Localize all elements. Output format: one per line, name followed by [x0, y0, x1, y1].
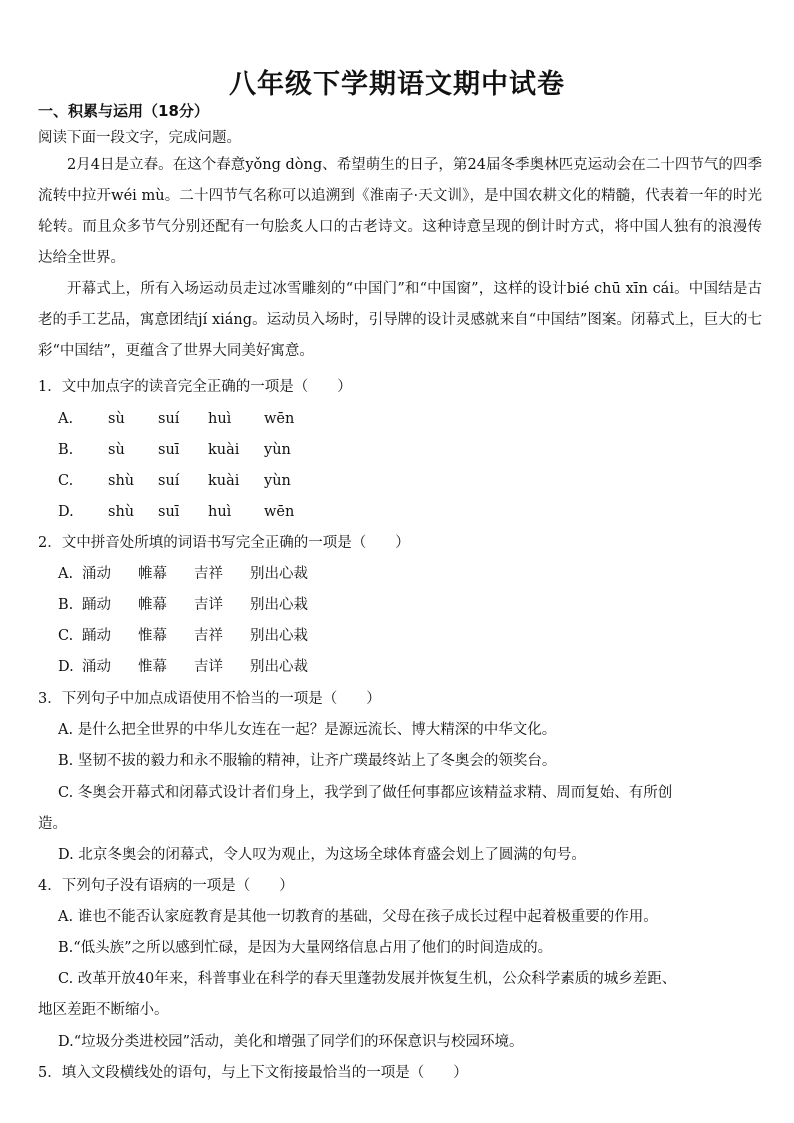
q1-option-c[interactable]: C. shù suí kuài yùn	[58, 473, 291, 489]
q3-option-a[interactable]: A. 是什么把全世界的中华儿女连在一起？是源远流长、博大精深的中华文化。	[58, 722, 557, 738]
q4-option-c[interactable]: C. 改革开放40年来，科普事业在科学的春天里蓬勃发展并恢复生机，公众科学素质的城乡差距、	[58, 971, 677, 987]
q4-option-c-continued: 地区差距不断缩小。	[38, 1002, 169, 1018]
question-4-stem: 4．下列句子没有语病的一项是（ ）	[38, 878, 294, 894]
question-5-stem: 5．填入文段横线处的语句，与上下文衔接最恰当的一项是（ ）	[38, 1065, 468, 1081]
q1-option-a[interactable]: A. sù suí huì wēn	[58, 411, 295, 427]
q3-option-c-continued: 造。	[38, 816, 67, 832]
q1-option-d[interactable]: D. shù suī huì wēn	[58, 504, 295, 520]
q2-option-d[interactable]: D. 涌动 惟幕 吉详 别出心裁	[58, 659, 308, 675]
q4-option-b[interactable]: B.“低头族”之所以感到忙碌，是因为大量网络信息占用了他们的时间造成的。	[58, 940, 553, 956]
question-2-stem: 2．文中拼音处所填的词语书写完全正确的一项是（ ）	[38, 535, 410, 551]
page-title: 八年级下学期语文期中试卷	[229, 69, 565, 100]
passage-paragraph-1: 2月4日是立春。在这个春意yǒng dòng、希望萌生的日子，第24届冬季奥林匹克运动会在二十四节气的四季流转中拉开wéi mù。二十四节气名称可以追溯到《淮南子·天文训》，是中国农耕文化的精髓，代表着一年的时光轮转。而且众多节气分别还配有一句脍炙人口的古老诗文。这种诗意呈现的倒计时方式，将中国人独有的浪漫传达给全世界。	[38, 157, 762, 266]
reading-passage	[38, 150, 762, 367]
q2-option-a[interactable]: A. 涌动 帷幕 吉祥 别出心裁	[58, 566, 308, 582]
q2-option-c[interactable]: C. 踊动 惟幕 吉祥 别出心栽	[58, 628, 308, 644]
q3-option-c[interactable]: C. 冬奥会开幕式和闭幕式设计者们身上，我学到了做任何事都应该精益求精、周而复始、有所创	[58, 785, 673, 801]
passage-paragraph-2: 开幕式上，所有入场运动员走过冰雪雕刻的“中国门”和“中国窗”，这样的设计bié chū xīn cái。中国结是古老的手工艺品，寓意团结jí xiáng。运动员入场时，引导牌的设计灵感就来自“中国结”图案。闭幕式上，巨大的七彩“中国结”，更蕴含了世界大同美好寓意。	[38, 281, 762, 359]
question-3-stem: 3．下列句子中加点成语使用不恰当的一项是（ ）	[38, 691, 381, 707]
instruction: 阅读下面一段文字，完成问题。	[38, 130, 241, 146]
q3-option-b[interactable]: B. 坚韧不拔的毅力和永不服输的精神，让齐广璞最终站上了冬奥会的领奖台。	[58, 753, 557, 769]
q3-option-d[interactable]: D. 北京冬奥会的闭幕式，令人叹为观止，为这场全球体育盛会划上了圆满的句号。	[58, 847, 586, 863]
question-1-stem: 1．文中加点字的读音完全正确的一项是（ ）	[38, 379, 352, 395]
q4-option-d[interactable]: D.“垃圾分类进校园”活动，美化和增强了同学们的环保意识与校园环境。	[58, 1034, 524, 1050]
q4-option-a[interactable]: A. 谁也不能否认家庭教育是其他一切教育的基础，父母在孩子成长过程中起着极重要的作用。	[58, 909, 658, 925]
section-heading: 一、积累与运用（18分）	[38, 102, 209, 120]
q1-option-b[interactable]: B. sù suī kuài yùn	[58, 442, 291, 458]
q2-option-b[interactable]: B. 踊动 帷幕 吉详 别出心栽	[58, 597, 308, 613]
